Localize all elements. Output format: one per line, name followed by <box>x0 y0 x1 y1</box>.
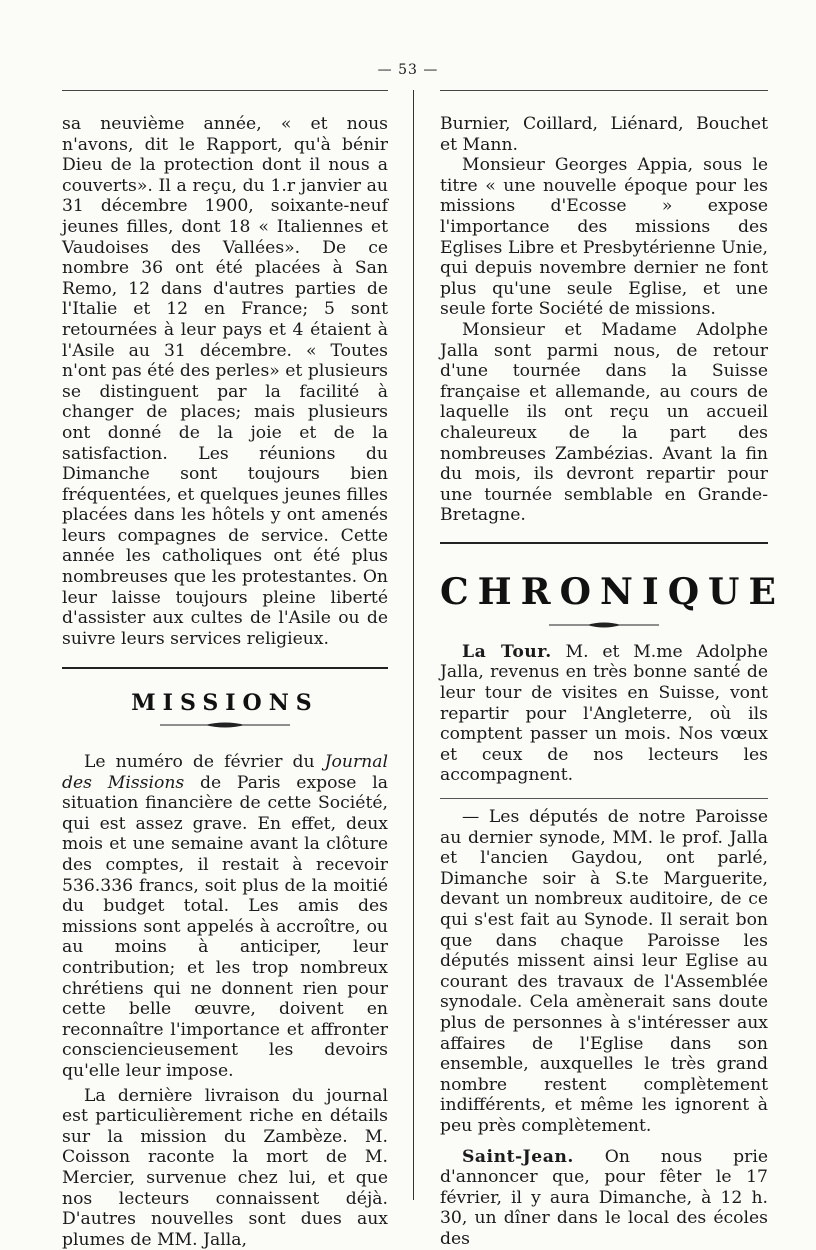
jalla-paragraph: Monsieur et Madame Adolphe Jalla sont parmi nous, de retour d'une tournée dans la Suisse française et allemande, au cours de laquelle ils ont reçu un accueil chaleureux de la part des nombreuses Zambézias. Avant la fin du mois, ils devront repartir pour une tournée semblable en Grande-Bretagne. <box>440 319 768 526</box>
right-column <box>440 114 785 1250</box>
section-rule <box>62 667 388 669</box>
column-divider <box>413 90 414 1200</box>
appia-paragraph: Monsieur Georges Appia, sous le titre « une nouvelle époque pour les missions d'Ecosse » expose l'importance des missions des Eglises Libre et Presbytérienne Unie, qui depuis novembre dernier ne font plus qu'une seule Eglise, et une seule forte Société de missions. <box>440 155 768 320</box>
thin-rule <box>440 798 768 799</box>
ornament-divider-icon <box>549 620 659 630</box>
asile-paragraph: sa neuvième année, « et nous n'avons, dit le Rapport, qu'à bénir Dieu de la protection dont il nous a couverts». Il a reçu, du 1.r janvier au 31 décembre 1900, soixante-neuf jeunes filles, dont 18 « Italiennes et Vaudoises des Vallées». De ce nombre 36 ont été placées à San Remo, 12 dans d'autres parties de l'Italie et 12 en France; 5 sont retournées à leur pays et 4 étaient à l'Asile au 31 décembre. « Toutes n'ont pas été des perles» et plusieurs se distinguent par la facilité à changer de places; mais plusieurs ont donné de la joie et de la satisfaction. Les réunions du Dimanche sont toujours bien fréquentées, et quelques jeunes filles placées dans les hôtels y ont amenés leurs compagnes de service. Cette année les catholiques ont été plus nombreuses que les protestantes. On leur laisse toujours pleine liberté d'assister aux cultes de l'Asile ou de suivre leurs services religieux. <box>62 114 388 649</box>
latour-paragraph: La Tour. M. et M.me Adolphe Jalla, revenus en très bonne santé de leur tour de visites en Suisse, vont repartir pour l'Angleterre, où ils comptent passer un mois. Nos vœux et ceux de nos lecteurs les accompagnent. <box>440 641 768 786</box>
missions-paragraph-2: La dernière livraison du journal est particulièrement riche en détails sur la mission du Zambèze. M. Coisson raconte la mort de M. Mercier, survenue chez lui, et que nos lecteurs connaissent déjà. D'autres nouvelles sont dues aux plumes de MM. Jalla, <box>62 1085 388 1250</box>
missions-paragraph-1: Le numéro de février du Journal des Missions de Paris expose la situation financière de cette Société, qui est assez grave. En effet, deux mois et une semaine avant la clôture des comptes, il restait à recevoir 536.336 francs, soit plus de la moitié du budget total. Les amis des missions sont appelés à accroître, ou au moins à anticiper, leur contribution; et les trop nombreux chrétiens qui ne donnent rien pour cette belle œuvre, doivent en reconnaître l'importance et affronter consciencieusement les devoirs qu'elle leur impose. <box>62 752 388 1081</box>
header-rule-left <box>62 90 388 91</box>
deputes-paragraph: — Les députés de notre Paroisse au dernier synode, MM. le prof. Jalla et l'ancien Gaydou, ont parlé, Dimanche soir à S.te Marguerite, devant un nombreux auditoire, de ce qui s'est fait au Synode. Il serait bon que dans chaque Paroisse les députés missent ainsi leur Eglise au courant des travaux de l'Assemblée synodale. Cela amènerait sans doute plus de personnes à s'intéresser aux affaires de l'Eglise dans son ensemble, auxquelles le très grand nombre restent complètement indifférents, et même les ignorent à peu près complètement. <box>440 807 768 1136</box>
saintjean-paragraph: Saint-Jean. On nous prie d'annoncer que, pour fêter le 17 février, il y aura Dimanche, à 12 h. 30, un dîner dans le local des écoles des <box>440 1146 768 1249</box>
left-column <box>62 114 388 1250</box>
section-rule <box>440 542 768 544</box>
ornament-divider-icon <box>160 720 290 730</box>
chronique-heading: CHRONIQUE <box>440 570 785 613</box>
missions-heading: MISSIONS <box>131 690 319 717</box>
header-rule-right <box>440 90 768 91</box>
page-number: — 53 — <box>377 62 439 78</box>
missions-paragraph-3: Burnier, Coillard, Liénard, Bouchet et Mann. <box>440 114 768 155</box>
